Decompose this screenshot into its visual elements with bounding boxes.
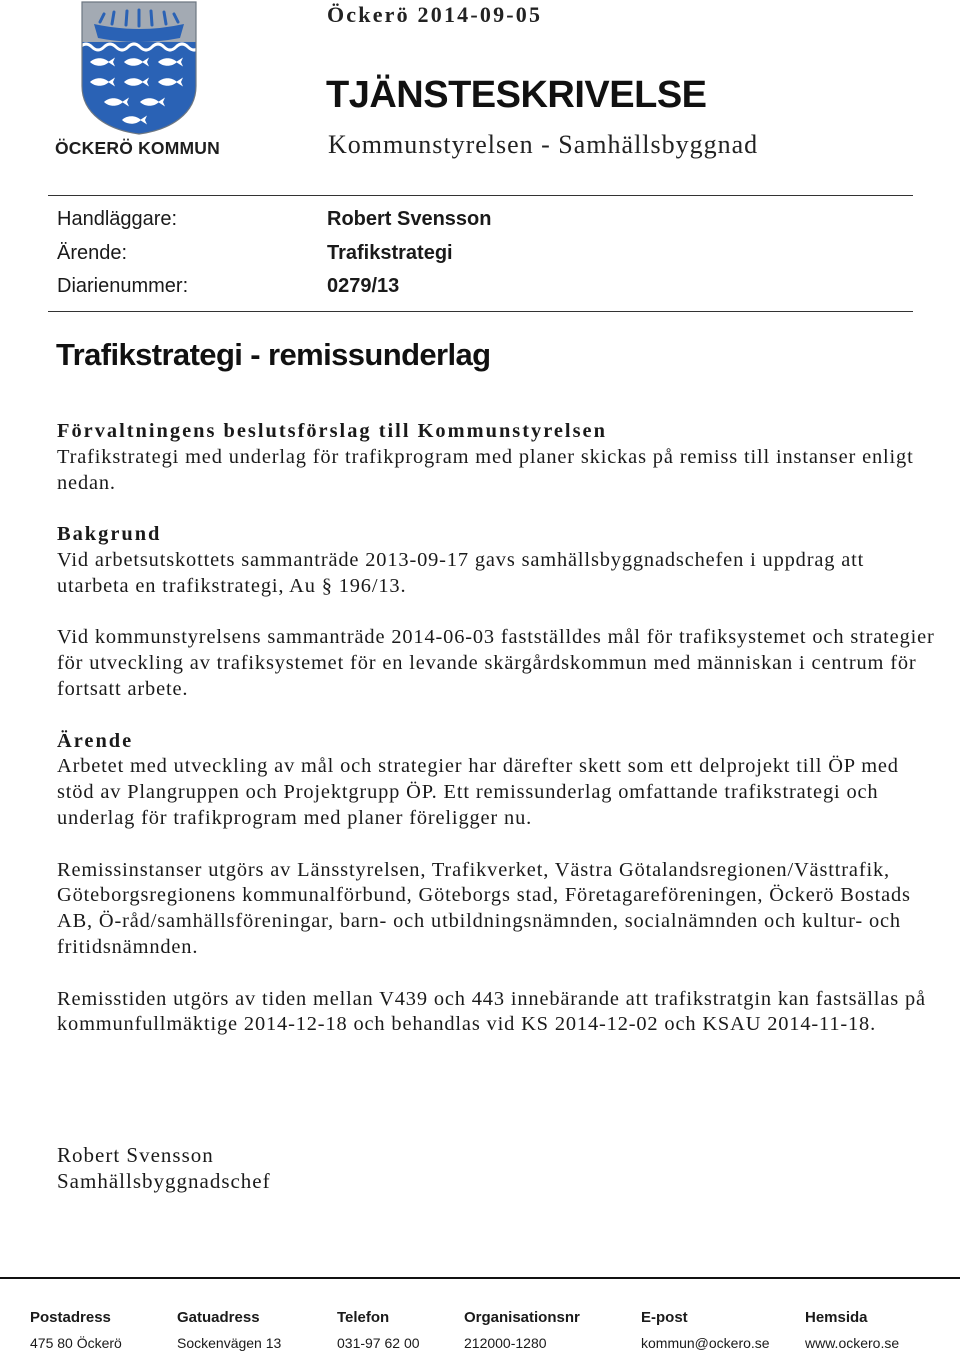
- footer-label: Gatuadress: [177, 1309, 260, 1326]
- footer-value: Sockenvägen 13: [177, 1335, 282, 1351]
- department-name: Kommunstyrelsen - Samhällsbyggnad: [328, 130, 759, 159]
- footer-postal-address: [30, 1309, 122, 1351]
- section-paragraph: Vid kommunstyrelsens sammanträde 2014-06-03 fastställdes mål för trafiksystemet och strategier för utveckling av trafiksystemet för en levande skärgårdskommun med människan i centrum för fortsatt arbete.: [57, 626, 935, 700]
- meta-divider: [48, 311, 913, 312]
- footer-phone: [337, 1309, 420, 1351]
- meta-label: Handläggare:: [57, 208, 178, 230]
- section-paragraph: Remissinstanser utgörs av Länsstyrelsen, Trafikverket, Västra Götalandsregionen/Västtrafik, Göteborgsregionens kommunalförbund, Göteborgs stad, Företagareföreningen, Öckerö Bostads AB, Ö-råd/samhällsföreningar, barn- och utbildningsnämnden, socialnämnden och kultur- och fritidsnämnden.: [57, 858, 911, 958]
- section-paragraph: Arbetet med utveckling av mål och strategier har därefter skett som ett delprojekt till ÖP med stöd av Plangruppen och Projektgrupp ÖP. Ett remissunderlag omfattande trafikstrategi och underlag för trafikprogram med planer föreligger nu.: [57, 755, 899, 829]
- municipality-logo: [55, 0, 225, 162]
- meta-value: 0279/13: [327, 275, 400, 297]
- meta-row-diary-number: [0, 275, 960, 305]
- document-type: TJÄNSTESKRIVELSE: [326, 74, 707, 116]
- footer-label: Telefon: [337, 1309, 390, 1326]
- document-date: Öckerö 2014-09-05: [327, 2, 543, 27]
- footer-value: 475 80 Öckerö: [30, 1335, 122, 1351]
- section-heading-proposal: Förvaltningens beslutsförslag till Kommunstyrelsen: [57, 420, 607, 442]
- page-title: Trafikstrategi - remissunderlag: [56, 337, 491, 372]
- meta-value: Robert Svensson: [327, 208, 492, 230]
- section-paragraph: Trafikstrategi med underlag för trafikprogram med planer skickas på remiss till instanser enligt nedan.: [57, 445, 914, 494]
- section-paragraph: Vid arbetsutskottets sammanträde 2013-09-17 gavs samhällsbyggnadschefen i uppdrag att utarbeta en trafikstrategi, Au § 196/13.: [57, 548, 865, 597]
- meta-row-matter: [0, 242, 960, 272]
- meta-row-handler: [0, 208, 960, 238]
- meta-value: Trafikstrategi: [327, 242, 453, 264]
- logo-wordmark: ÖCKERÖ KOMMUN: [55, 138, 220, 158]
- footer-value: 212000-1280: [464, 1335, 547, 1351]
- signature-block: [57, 1142, 271, 1194]
- coat-of-arms-icon: [80, 0, 198, 136]
- footer-website-link[interactable]: www.ockero.se: [805, 1335, 900, 1351]
- meta-label: Diarienummer:: [57, 275, 189, 297]
- section-paragraph: Remisstiden utgörs av tiden mellan V439 och 443 innebärande att trafikstratgin kan fastsällas på kommunfullmäktige 2014-12-18 och behandlas vid KS 2014-12-02 och KSAU 2014-11-18.: [57, 987, 926, 1036]
- footer-label: Organisationsnr: [464, 1309, 580, 1326]
- document-body: [57, 419, 937, 1064]
- footer-label: E-post: [641, 1309, 688, 1326]
- signature-role: Samhällsbyggnadschef: [57, 1169, 271, 1193]
- footer-website: [805, 1309, 899, 1351]
- footer-email-link[interactable]: kommun@ockero.se: [641, 1335, 770, 1351]
- section-heading-matter: Ärende: [57, 729, 134, 752]
- footer-label: Postadress: [30, 1309, 111, 1326]
- section-heading-background: Bakgrund: [57, 523, 162, 546]
- footer-street-address: [177, 1309, 281, 1351]
- footer-divider: [0, 1277, 960, 1279]
- footer-value: 031-97 62 00: [337, 1335, 420, 1351]
- meta-label: Ärende:: [57, 242, 128, 264]
- footer-org-number: [464, 1309, 580, 1351]
- footer-email: [641, 1309, 770, 1351]
- header-divider: [48, 195, 913, 196]
- signature-name: Robert Svensson: [57, 1143, 214, 1167]
- footer-label: Hemsida: [805, 1309, 868, 1326]
